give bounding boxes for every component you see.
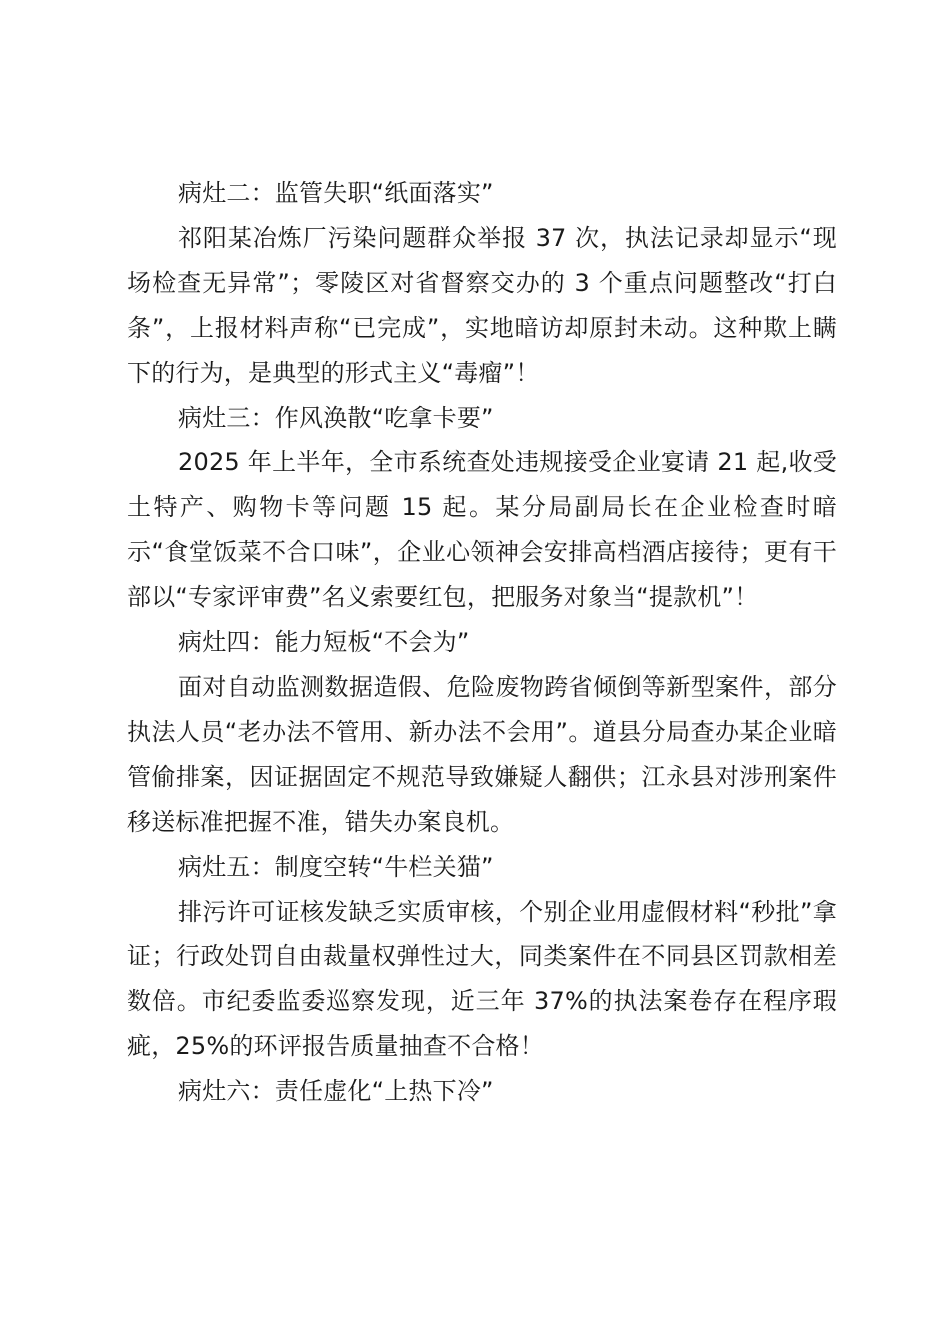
- section-heading-3: 病灶三：作风涣散“吃拿卡要”: [178, 403, 494, 432]
- section-paragraph-5: 排污许可证核发缺乏实质审核，个别企业用虚假材料“秒批”拿证；行政处罚自由裁量权弹性过大，同类案件在不同县区罚款相差数倍。市纪委监委巡察发现，近三年 37%的执法案卷存在程序瑕疵，25%的环评报告质量抽查不合格！: [127, 897, 837, 1061]
- section-paragraph-2: 祁阳某冶炼厂污染问题群众举报 37 次，执法记录却显示“现场检查无异常”；零陵区对省督察交办的 3 个重点问题整改“打白条”，上报材料声称“已完成”，实地暗访却原封未动。这种欺上瞒下的行为，是典型的形式主义“毒瘤”！: [127, 223, 837, 387]
- document-body: [127, 171, 837, 1114]
- section-paragraph-4: 面对自动监测数据造假、危险废物跨省倾倒等新型案件，部分执法人员“老办法不管用、新办法不会用”。道县分局查办某企业暗管偷排案，因证据固定不规范导致嫌疑人翻供；江永县对涉刑案件移送标准把握不准，错失办案良机。: [127, 672, 837, 836]
- section-heading-5: 病灶五：制度空转“牛栏关猫”: [178, 852, 494, 881]
- section-heading-6: 病灶六：责任虚化“上热下冷”: [178, 1077, 494, 1106]
- section-paragraph-3: 2025 年上半年，全市系统查处违规接受企业宴请 21 起,收受土特产、购物卡等问题 15 起。某分局副局长在企业检查时暗示“食堂饭菜不合口味”，企业心领神会安排高档酒店接待；更有干部以“专家评审费”名义索要红包，把服务对象当“提款机”！: [127, 448, 837, 612]
- section-heading-4: 病灶四：能力短板“不会为”: [178, 628, 470, 657]
- section-heading-2: 病灶二：监管失职“纸面落实”: [178, 179, 494, 207]
